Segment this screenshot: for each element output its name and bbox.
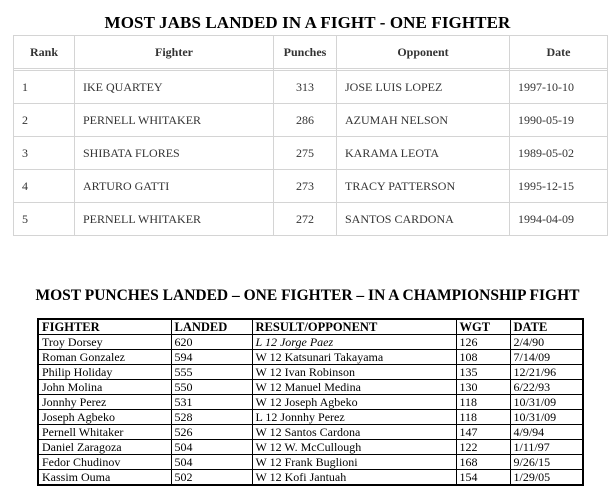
championship-header-wgt: WGT	[456, 319, 510, 335]
result-cell: L 12 Jonnhy Perez	[252, 410, 456, 425]
championship-header-landed: LANDED	[171, 319, 252, 335]
jabs-header-opponent: Opponent	[337, 36, 510, 69]
championship-header-result: RESULT/OPPONENT	[252, 319, 456, 335]
fighter-cell: Pernell Whitaker	[38, 425, 171, 440]
table-row	[14, 170, 608, 203]
table-row	[38, 350, 583, 365]
punches-cell: 313	[274, 71, 337, 104]
fighter-cell: SHIBATA FLORES	[75, 137, 274, 170]
table-row	[14, 104, 608, 137]
table-row	[14, 71, 608, 104]
rank-cell: 2	[14, 104, 75, 137]
opponent-cell: JOSE LUIS LOPEZ	[337, 71, 510, 104]
landed-cell: 504	[171, 455, 252, 470]
date-cell: 1989-05-02	[510, 137, 608, 170]
wgt-cell: 118	[456, 395, 510, 410]
fighter-cell: Philip Holiday	[38, 365, 171, 380]
fighter-cell: Fedor Chudinov	[38, 455, 171, 470]
wgt-cell: 154	[456, 470, 510, 486]
result-cell: W 12 Kofi Jantuah	[252, 470, 456, 486]
fighter-cell: ARTURO GATTI	[75, 170, 274, 203]
table-row	[38, 455, 583, 470]
championship-table-title: MOST PUNCHES LANDED – ONE FIGHTER – IN A CHAMPIONSHIP FIGHT	[35, 287, 580, 304]
table-row	[38, 380, 583, 395]
result-cell: L 12 Jorge Paez	[252, 335, 456, 350]
opponent-cell: SANTOS CARDONA	[337, 203, 510, 236]
date-cell: 1994-04-09	[510, 203, 608, 236]
fighter-cell: Joseph Agbeko	[38, 410, 171, 425]
result-cell: W 12 Manuel Medina	[252, 380, 456, 395]
landed-cell: 555	[171, 365, 252, 380]
championship-table	[37, 318, 584, 486]
fighter-cell: Roman Gonzalez	[38, 350, 171, 365]
wgt-cell: 126	[456, 335, 510, 350]
table-row	[14, 203, 608, 236]
result-cell: W 12 W. McCullough	[252, 440, 456, 455]
date-cell: 1/11/97	[510, 440, 583, 455]
wgt-cell: 130	[456, 380, 510, 395]
jabs-header-punches: Punches	[274, 36, 337, 69]
landed-cell: 620	[171, 335, 252, 350]
jabs-table-title: MOST JABS LANDED IN A FIGHT - ONE FIGHTER	[104, 13, 511, 32]
fighter-cell: Troy Dorsey	[38, 335, 171, 350]
table-row	[38, 335, 583, 350]
fighter-cell: IKE QUARTEY	[75, 71, 274, 104]
table-row	[38, 410, 583, 425]
punches-cell: 275	[274, 137, 337, 170]
date-cell: 2/4/90	[510, 335, 583, 350]
landed-cell: 550	[171, 380, 252, 395]
result-cell: W 12 Ivan Robinson	[252, 365, 456, 380]
wgt-cell: 147	[456, 425, 510, 440]
wgt-cell: 108	[456, 350, 510, 365]
jabs-header-date: Date	[510, 36, 608, 69]
opponent-cell: AZUMAH NELSON	[337, 104, 510, 137]
table-row	[38, 470, 583, 486]
opponent-cell: TRACY PATTERSON	[337, 170, 510, 203]
table-row	[38, 395, 583, 410]
jabs-header-rank: Rank	[14, 36, 75, 69]
landed-cell: 528	[171, 410, 252, 425]
rank-cell: 1	[14, 71, 75, 104]
date-cell: 1997-10-10	[510, 71, 608, 104]
date-cell: 7/14/09	[510, 350, 583, 365]
date-cell: 10/31/09	[510, 410, 583, 425]
landed-cell: 502	[171, 470, 252, 486]
punches-cell: 273	[274, 170, 337, 203]
fighter-cell: John Molina	[38, 380, 171, 395]
championship-header-date: DATE	[510, 319, 583, 335]
date-cell: 9/26/15	[510, 455, 583, 470]
table-row	[38, 365, 583, 380]
jabs-table	[13, 35, 608, 236]
result-cell: W 12 Santos Cardona	[252, 425, 456, 440]
fighter-cell: Jonnhy Perez	[38, 395, 171, 410]
date-cell: 1990-05-19	[510, 104, 608, 137]
table-row	[38, 440, 583, 455]
wgt-cell: 135	[456, 365, 510, 380]
result-cell: W 12 Katsunari Takayama	[252, 350, 456, 365]
rank-cell: 3	[14, 137, 75, 170]
fighter-cell: Kassim Ouma	[38, 470, 171, 486]
championship-header-row	[38, 319, 583, 335]
result-cell: W 12 Frank Buglioni	[252, 455, 456, 470]
date-cell: 1/29/05	[510, 470, 583, 486]
jabs-header-row	[14, 36, 608, 69]
rank-cell: 4	[14, 170, 75, 203]
punches-cell: 286	[274, 104, 337, 137]
table-row	[38, 425, 583, 440]
wgt-cell: 168	[456, 455, 510, 470]
date-cell: 10/31/09	[510, 395, 583, 410]
landed-cell: 526	[171, 425, 252, 440]
date-cell: 6/22/93	[510, 380, 583, 395]
fighter-cell: PERNELL WHITAKER	[75, 104, 274, 137]
wgt-cell: 118	[456, 410, 510, 425]
wgt-cell: 122	[456, 440, 510, 455]
rank-cell: 5	[14, 203, 75, 236]
date-cell: 1995-12-15	[510, 170, 608, 203]
result-cell: W 12 Joseph Agbeko	[252, 395, 456, 410]
landed-cell: 531	[171, 395, 252, 410]
fighter-cell: PERNELL WHITAKER	[75, 203, 274, 236]
championship-header-fighter: FIGHTER	[38, 319, 171, 335]
fighter-cell: Daniel Zaragoza	[38, 440, 171, 455]
date-cell: 12/21/96	[510, 365, 583, 380]
landed-cell: 594	[171, 350, 252, 365]
jabs-header-fighter: Fighter	[75, 36, 274, 69]
punches-cell: 272	[274, 203, 337, 236]
table-row	[14, 137, 608, 170]
date-cell: 4/9/94	[510, 425, 583, 440]
landed-cell: 504	[171, 440, 252, 455]
opponent-cell: KARAMA LEOTA	[337, 137, 510, 170]
